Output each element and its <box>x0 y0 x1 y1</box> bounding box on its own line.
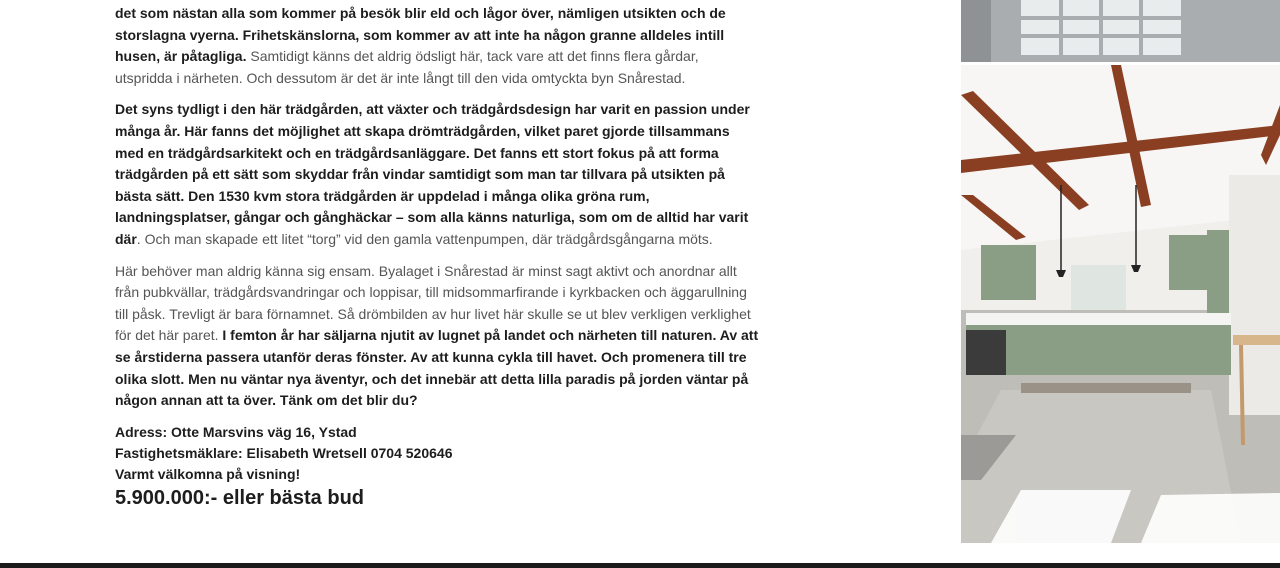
bottom-image-strip <box>0 563 1280 568</box>
paragraph-garden <box>115 99 760 250</box>
paragraph-view-text: Samtidigt känns det aldrig ödsligt här, tack vare att det finns flera gårdar, utspridda i närheten. Och dessutom är det är inte långt till den vida omtyckta byn Snårestad. <box>115 48 699 86</box>
paragraph-community <box>115 261 760 412</box>
paragraph-garden-bold: Det syns tydligt i den här trädgården, att växter och trädgårdsdesign har varit en passion under många år. Här fanns det möjlighet att skapa drömträdgården, vilket paret gjorde tillsammans med en trädgårdsarkitekt och en trädgårdsanläggare. Det fanns ett stort fokus på att forma trädgården på ett sätt som skyddar från vindar samtidigt som man tar tillvara på utsikten på bästa sätt. Den 1530 kvm stora trädgården är uppdelad i många olika gröna rum, landningsplatser, gångar och gånghäckar – som alla känns naturliga, som om de alltid har varit där <box>115 101 750 247</box>
article-body <box>115 0 760 511</box>
price-heading: 5.900.000:- eller bästa bud <box>115 486 365 509</box>
welcome-line: Varmt välkomna på visning! <box>115 465 301 482</box>
paragraph-community-text: Här behöver man aldrig känna sig ensam. Byalaget i Snårestad är minst sagt aktivt och anordnar allt från pubkvällar, trädgårdsvandringar och loppisar, till midsommarfirande i kyrkbacken och äggarullning till påsk. Trevligt är bara förnamnet. Så drömbilden av hur livet här skulle se ut blev verkligen verklighet för det här paret. <box>115 262 751 344</box>
paragraph-view-bold: det som nästan alla som kommer på besök blir eld och lågor över, nämligen utsikten och de storslagna vyerna. Frihetskänslorna, som kommer av att inte ha någon granne alldeles intill husen, är påtagliga. <box>115 5 726 65</box>
paragraph-view <box>115 3 760 89</box>
paragraph-community-bold: I femton år har säljarna njutit av lugnet på landet och närheten till naturen. Av att se årstiderna passera utanför deras fönster. Av att kunna cykla till havet. Och promenera till tre olika slott. Men nu väntar nya äventyr, och det innebär att detta lilla paradis på jorden väntar på någon annan att ta över. Tänk om det blir du? <box>115 327 759 409</box>
address-line: Adress: Otte Marsvins väg 16, Ystad <box>115 423 357 440</box>
agent-line: Fastighetsmäklare: Elisabeth Wretsell 0704 520646 <box>115 444 453 461</box>
kitchen-photo <box>961 65 1280 543</box>
window-shadow-photo <box>961 0 1280 62</box>
paragraph-garden-text: . Och man skapade ett litet “torg” vid den gamla vattenpumpen, där trädgårdsgångarna möts. <box>136 230 713 247</box>
